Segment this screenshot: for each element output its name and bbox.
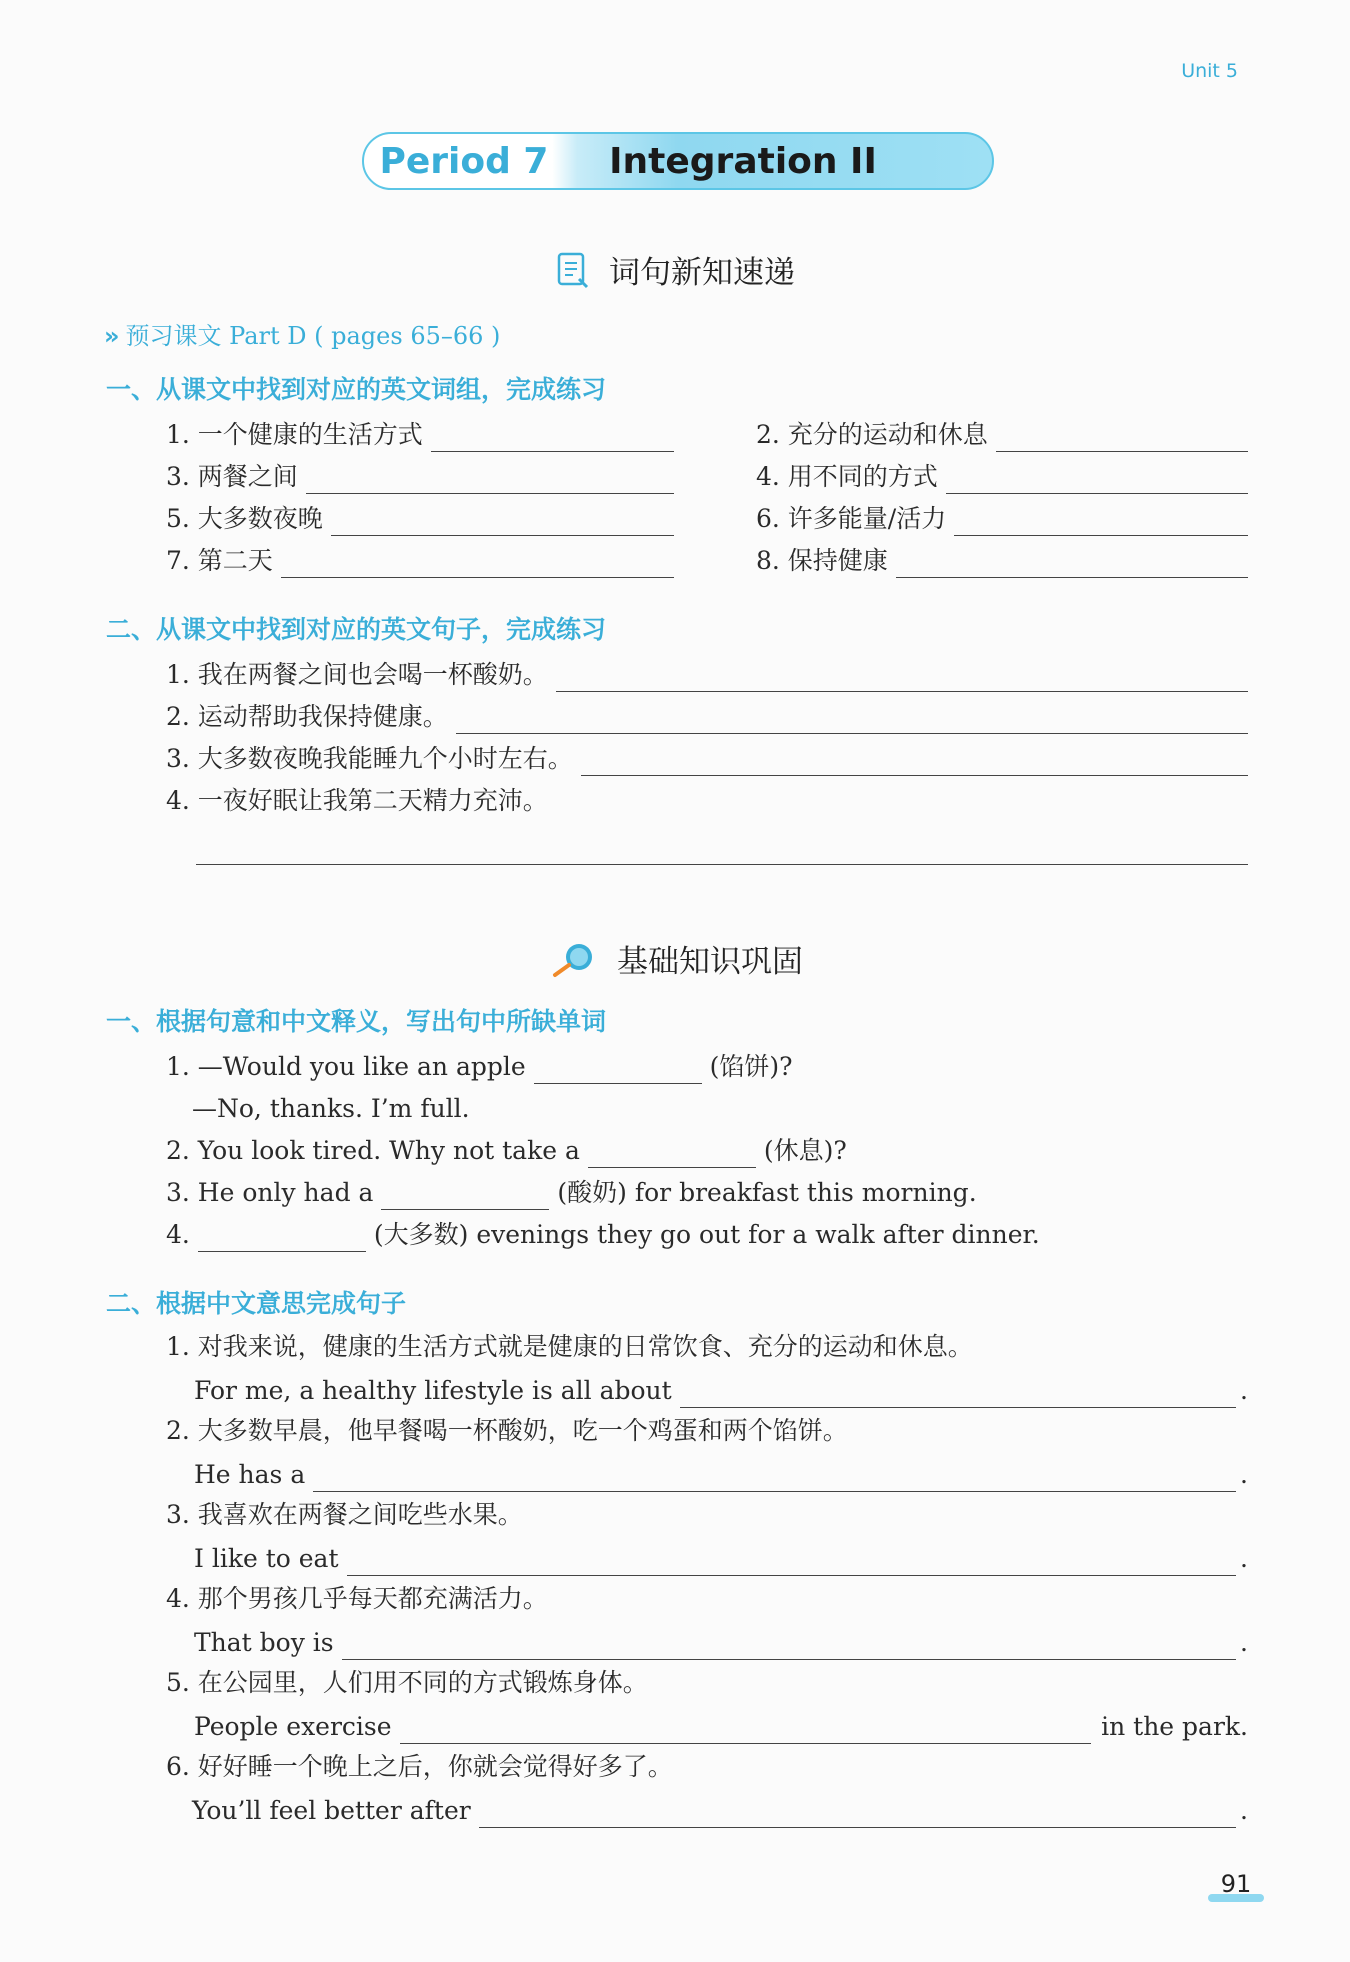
chinese-prompt: 3. 我喜欢在两餐之间吃些水果。 [166,1500,523,1529]
english-start: I like to eat [194,1544,339,1573]
section-heading-text: 基础知识巩固 [617,944,803,980]
sentence-end: . [1240,1376,1248,1405]
answer-blank[interactable] [479,1799,1236,1828]
english-start: For me, a healthy lifestyle is all about [194,1376,672,1405]
hint-text: (馅饼)? [709,1052,793,1081]
answer-blank[interactable] [946,465,1248,494]
phrase-prompt: 1. 一个健康的生活方式 [166,420,423,449]
translate-item-en [194,1626,1248,1660]
page-number-text: 91 [1220,1870,1252,1898]
preview-instruction [104,316,500,351]
translate-item-cn [166,1582,1248,1616]
fill-question-2 [166,1134,847,1168]
phrase-prompt: 5. 大多数夜晚 [166,504,323,533]
translate-item-cn [166,1666,1248,1700]
answer-line-row [196,836,1248,865]
english-start: You’ll feel better after [192,1796,471,1825]
chinese-prompt: 5. 在公园里，人们用不同的方式锻炼身体。 [166,1668,648,1697]
part-b-heading: 二、从课文中找到对应的英文句子，完成练习 [106,615,607,644]
chinese-prompt: 1. 对我来说，健康的生活方式就是健康的日常饮食、充分的运动和休息。 [166,1332,973,1361]
question-text: —No, thanks. I’m full. [192,1094,470,1123]
page-number [1208,1870,1264,1902]
question-text: 1. —Would you like an apple [166,1052,526,1081]
fill-question-4 [166,1218,1040,1252]
period-label: Period 7 [379,140,549,182]
phrase-item [756,544,1248,578]
preview-text: 预习课文 Part D ( pages 65–66 ) [125,322,501,350]
phrase-prompt: 4. 用不同的方式 [756,462,938,491]
question-text: 2. You look tired. Why not take a [166,1136,580,1165]
fill-question-1-reply [192,1092,470,1126]
section-heading-basics [0,936,1350,981]
sentence-item [166,700,1248,734]
sentence-prompt: 4. 一夜好眠让我第二天精力充沛。 [166,786,548,815]
unit-label: Unit 5 [1181,60,1238,82]
question-text: 4. [166,1220,190,1249]
sentence-end: in the park. [1101,1712,1248,1741]
answer-blank[interactable] [342,1631,1236,1660]
hint-text: (大多数) evenings they go out for a walk after dinner. [373,1220,1040,1249]
answer-blank[interactable] [534,1055,702,1084]
english-start: That boy is [194,1628,334,1657]
translate-item-cn [166,1498,1248,1532]
answer-blank[interactable] [196,836,1248,865]
translate-item-cn [166,1414,1248,1448]
part-b-heading-2: 二、根据中文意思完成句子 [106,1289,407,1318]
translate-item-en [194,1710,1248,1744]
answer-blank[interactable] [431,423,674,452]
phrase-item [756,418,1248,452]
magnifier-icon [547,939,599,979]
phrase-prompt: 3. 两餐之间 [166,462,298,491]
answer-blank[interactable] [281,549,674,578]
sentence-prompt: 3. 大多数夜晚我能睡九个小时左右。 [166,744,573,773]
phrase-item [756,502,1248,536]
answer-blank[interactable] [331,507,674,536]
answer-blank[interactable] [954,507,1248,536]
phrase-item [166,502,674,536]
hint-text: (酸奶) for breakfast this morning. [557,1178,977,1207]
phrase-prompt: 6. 许多能量/活力 [756,504,947,533]
translate-item-en [192,1794,1248,1828]
answer-blank[interactable] [996,423,1248,452]
translate-item-cn [166,1330,1248,1364]
phrase-item [166,418,674,452]
answer-blank[interactable] [456,705,1248,734]
hint-text: (休息)? [763,1136,847,1165]
question-text: 3. He only had a [166,1178,374,1207]
translate-item-en [194,1374,1248,1408]
sentence-end: . [1240,1460,1248,1489]
fill-question-1 [166,1050,793,1084]
phrase-item [166,460,674,494]
english-start: He has a [194,1460,306,1489]
phrase-item [166,544,674,578]
lesson-title: Integration II [609,140,877,182]
answer-blank[interactable] [313,1463,1236,1492]
title-banner [362,132,994,190]
sentence-end: . [1240,1796,1248,1825]
answer-blank[interactable] [896,549,1248,578]
answer-blank[interactable] [556,663,1248,692]
sentence-end: . [1240,1544,1248,1573]
answer-blank[interactable] [347,1547,1237,1576]
sentence-item [166,658,1248,692]
part-a-heading-2: 一、根据句意和中文释义，写出句中所缺单词 [106,1007,607,1036]
translate-item-en [194,1542,1248,1576]
part-a-heading: 一、从课文中找到对应的英文词组，完成练习 [106,375,607,404]
answer-blank[interactable] [381,1181,549,1210]
chinese-prompt: 6. 好好睡一个晚上之后，你就会觉得好多了。 [166,1752,673,1781]
section-heading-text: 词句新知速递 [609,255,795,291]
sentence-prompt: 1. 我在两餐之间也会喝一杯酸奶。 [166,660,548,689]
phrase-prompt: 2. 充分的运动和休息 [756,420,988,449]
answer-blank[interactable] [588,1139,756,1168]
phrase-prompt: 7. 第二天 [166,546,273,575]
phrase-item [756,460,1248,494]
chinese-prompt: 4. 那个男孩几乎每天都充满活力。 [166,1584,548,1613]
answer-blank[interactable] [581,747,1248,776]
answer-blank[interactable] [680,1379,1236,1408]
answer-blank[interactable] [400,1715,1092,1744]
fill-question-3 [166,1176,977,1210]
translate-item-en [194,1458,1248,1492]
chinese-prompt: 2. 大多数早晨，他早餐喝一杯酸奶，吃一个鸡蛋和两个馅饼。 [166,1416,848,1445]
double-chevron-icon: » [104,322,120,350]
sentence-item [166,784,1248,818]
sentence-item [166,742,1248,776]
section-heading-vocab [0,247,1350,292]
answer-blank[interactable] [198,1223,366,1252]
sentence-end: . [1240,1628,1248,1657]
phrase-prompt: 8. 保持健康 [756,546,888,575]
notepad-icon [555,251,591,289]
answer-blank[interactable] [306,465,674,494]
english-start: People exercise [194,1712,392,1741]
sentence-prompt: 2. 运动帮助我保持健康。 [166,702,448,731]
translate-item-cn [166,1750,1248,1784]
